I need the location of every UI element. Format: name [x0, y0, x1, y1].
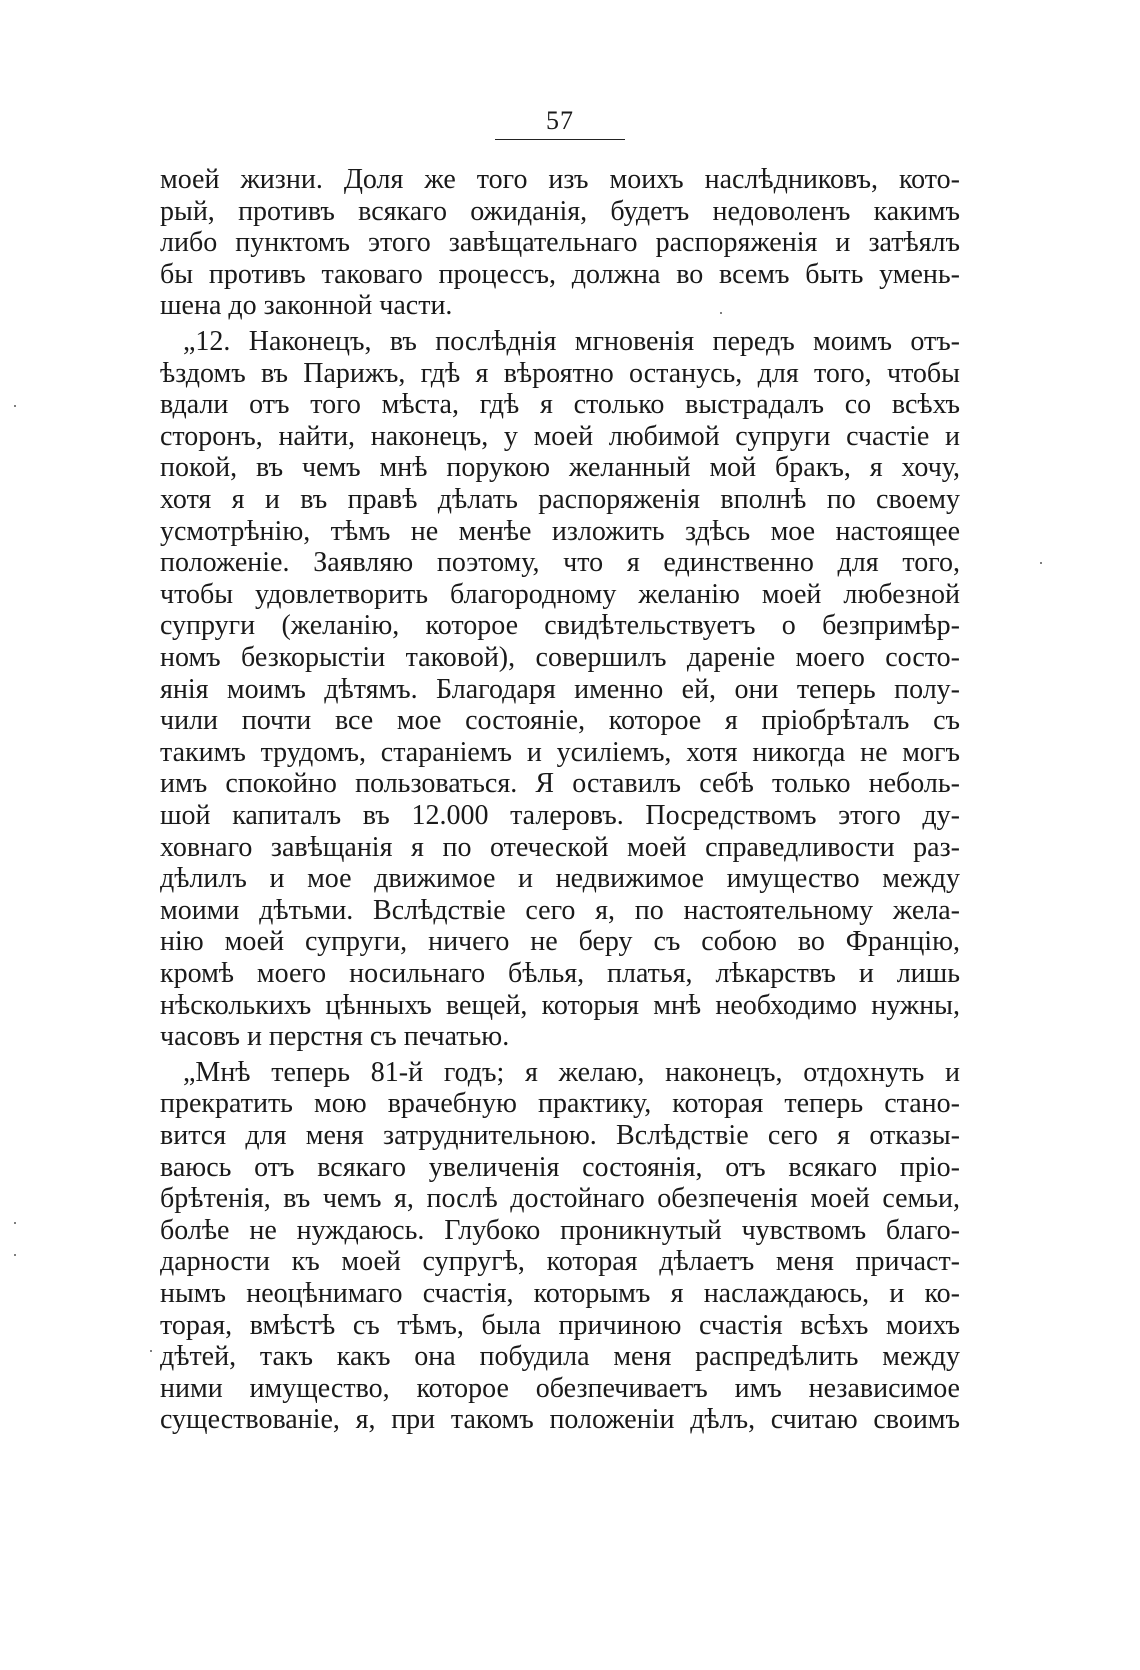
text-line: дѣлилъ и мое движимое и недвижимое имущество между — [160, 863, 960, 895]
text-line: бы противъ таковаго процессъ, должна во всемъ быть умень- — [160, 258, 960, 290]
text-line: кромѣ моего носильнаго бѣлья, платья, лѣкарствъ и лишь — [160, 958, 960, 989]
text-line: положеніе. Заявляю поэтому, что я единственно для того, — [160, 547, 960, 579]
scan-speck — [720, 312, 722, 314]
text-line: имъ спокойно пользоваться. Я оставилъ себѣ только неболь- — [160, 768, 960, 800]
text-line: номъ безкорыстіи таковой), совершилъ дареніе моего состо- — [160, 642, 960, 673]
text-line: чили почти все мое состояніе, которое я пріобрѣталъ съ — [160, 705, 960, 737]
scan-speck — [150, 1350, 152, 1352]
text-line: рый, противъ всякаго ожиданія, будетъ недоволенъ какимъ — [160, 195, 960, 227]
text-line: покой, въ чемъ мнѣ порукою желанный мой бракъ, я хочу, — [160, 452, 960, 484]
text-line: дѣтей, такъ какъ она побудила меня распредѣлить между — [160, 1341, 960, 1373]
text-line: хотя я и въ правѣ дѣлать распоряженія вполнѣ по своему — [160, 484, 960, 515]
scan-speck — [14, 1254, 16, 1256]
text-line: ѣздомъ въ Парижъ, гдѣ я вѣроятно останусь, для того, чтобы — [160, 357, 960, 389]
text-line: либо пунктомъ этого завѣщательнаго распоряженія и затѣялъ — [160, 227, 960, 259]
text-line: нѣсколькихъ цѣнныхъ вещей, которыя мнѣ необходимо нужны, — [160, 989, 960, 1021]
text-line: чтобы удовлетворить благородному желанію моей любезной — [160, 578, 960, 610]
text-line: дарности къ моей супругѣ, которая дѣлаетъ меня причаст- — [160, 1246, 960, 1278]
scan-speck — [1040, 562, 1042, 564]
text-line: нымъ неоцѣнимаго счастія, которымъ я наслаждаюсь, и ко- — [160, 1278, 960, 1309]
text-line: моими дѣтьми. Вслѣдствіе сего я, по настоятельному жела- — [160, 894, 960, 926]
page-number-rule — [495, 139, 625, 140]
text-line: янія моимъ дѣтямъ. Благодаря именно ей, они теперь полу- — [160, 673, 960, 705]
scan-speck — [14, 405, 16, 407]
text-line: брѣтенія, въ чемъ я, послѣ достойнаго обезпеченія моей семьи, — [160, 1183, 960, 1215]
text-line: прекратить мою врачебную практику, которая теперь стано- — [160, 1088, 960, 1120]
text-line: сторонъ, найти, наконецъ, у моей любимой супруги счастіе и — [160, 420, 960, 452]
text-line: вдали отъ того мѣста, гдѣ я столько выстрадалъ со всѣхъ — [160, 389, 960, 421]
text-line: торая, вмѣстѣ съ тѣмъ, была причиною счастія всѣхъ моихъ — [160, 1309, 960, 1341]
text-line: „12. Наконецъ, въ послѣднія мгновенія передъ моимъ отъ- — [183, 326, 960, 357]
text-line: шой капиталъ въ 12.000 талеровъ. Посредствомъ этого ду- — [160, 800, 960, 831]
text-line: шена до законной части. — [160, 290, 453, 322]
text-line: усмотрѣнію, тѣмъ не менѣе изложить здѣсь мое настоящее — [160, 515, 960, 547]
page-number: 57 — [546, 106, 574, 135]
scan-speck — [14, 1222, 16, 1224]
text-line: моей жизни. Доля же того изъ моихъ наслѣдниковъ, кото- — [160, 164, 960, 195]
text-line: „Мнѣ теперь 81-й годъ; я желаю, наконецъ, отдохнуть и — [183, 1056, 960, 1088]
text-line: ховнаго завѣщанія я по отеческой моей справедливости раз- — [160, 831, 960, 863]
text-line: вится для меня затруднительною. Вслѣдствіе сего я отказы- — [160, 1120, 960, 1151]
text-line: болѣе не нуждаюсь. Глубоко проникнутый чувствомъ благо- — [160, 1214, 960, 1246]
text-line: такимъ трудомъ, стараніемъ и усиліемъ, хотя никогда не могъ — [160, 736, 960, 768]
text-line: существованіе, я, при такомъ положеніи дѣлъ, считаю своимъ — [160, 1404, 960, 1436]
text-line: ваюсь отъ всякаго увеличенія состоянія, отъ всякаго пріо- — [160, 1151, 960, 1183]
text-line: супруги (желанію, которое свидѣтельствуетъ о безпримѣр- — [160, 610, 960, 642]
text-line: ними имущество, которое обезпечиваетъ имъ независимое — [160, 1372, 960, 1404]
text-line: нію моей супруги, ничего не беру съ собою во Францію, — [160, 926, 960, 958]
text-line: часовъ и перстня съ печатью. — [160, 1021, 510, 1053]
